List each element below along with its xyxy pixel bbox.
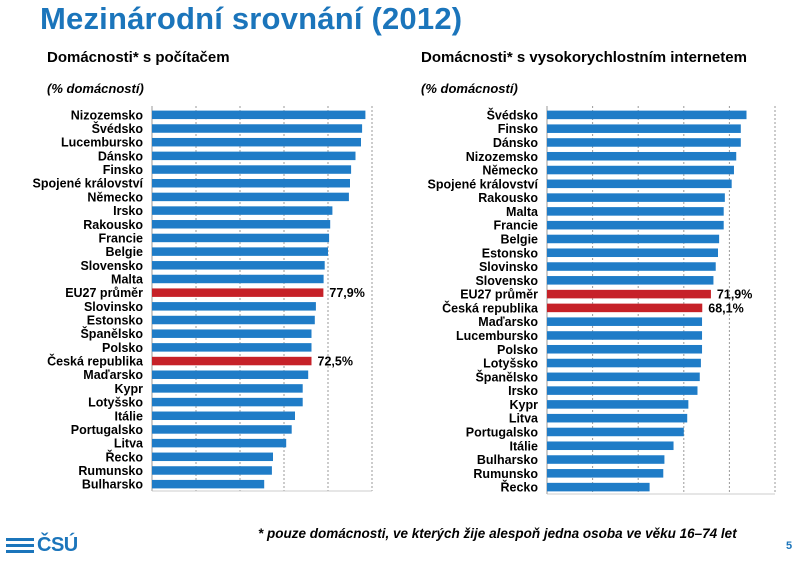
bar-country bbox=[547, 455, 664, 464]
csu-logo bbox=[6, 534, 78, 557]
bar-country bbox=[547, 235, 719, 244]
bar-highlight bbox=[547, 304, 702, 313]
category-label: Rakousko bbox=[83, 217, 143, 232]
chart-unit-computer: (% domácností) bbox=[47, 81, 144, 96]
category-label: Kypr bbox=[509, 397, 538, 412]
data-label: 71,9% bbox=[716, 287, 753, 302]
category-label: Řecko bbox=[105, 450, 143, 465]
bar-country bbox=[547, 166, 734, 175]
page-title: Mezinárodní srovnání (2012) bbox=[40, 1, 463, 36]
category-label: Portugalsko bbox=[70, 422, 143, 437]
bar-highlight bbox=[547, 290, 711, 299]
category-label: Nizozemsko bbox=[465, 149, 538, 164]
bar-country bbox=[547, 193, 725, 202]
category-label: Finsko bbox=[102, 163, 143, 178]
bar-country bbox=[547, 345, 702, 354]
bar-country bbox=[547, 400, 688, 409]
category-label: Dánsko bbox=[492, 135, 538, 150]
category-label: Estonsko bbox=[86, 313, 143, 328]
bar-country bbox=[547, 373, 700, 382]
bar-country bbox=[547, 317, 702, 326]
category-label: Německo bbox=[87, 190, 143, 205]
category-label: Malta bbox=[506, 204, 538, 219]
category-label: Lotyšsko bbox=[88, 395, 143, 410]
bar-country bbox=[547, 111, 747, 120]
bar-country bbox=[547, 386, 697, 395]
category-label: Irsko bbox=[113, 204, 143, 219]
category-label: Německo bbox=[482, 163, 538, 178]
bar-country bbox=[547, 469, 663, 478]
category-label: Itálie bbox=[114, 409, 143, 424]
footnote: * pouze domácnosti, ve kterých žije alespoň jedna osoba ve věku 16–74 let bbox=[258, 526, 737, 541]
category-label: Slovinsko bbox=[83, 299, 143, 314]
category-label: Rakousko bbox=[478, 191, 538, 206]
bar-country bbox=[547, 207, 724, 216]
page-number: 5 bbox=[786, 540, 793, 552]
bar-country bbox=[547, 428, 684, 437]
category-label: Lucembursko bbox=[456, 328, 538, 343]
category-label: Belgie bbox=[105, 245, 143, 260]
category-label: Rumunsko bbox=[473, 466, 538, 481]
category-label: Česká republika bbox=[47, 354, 143, 369]
category-label: Finsko bbox=[497, 122, 538, 137]
bar-country bbox=[547, 152, 736, 161]
logo-text: ČSÚ bbox=[37, 534, 78, 556]
category-label: Malta bbox=[111, 272, 143, 287]
bar-country bbox=[547, 180, 732, 189]
category-label: Irsko bbox=[508, 384, 538, 399]
category-label: Slovensko bbox=[475, 273, 538, 288]
bar-country bbox=[547, 483, 650, 492]
category-label: Rumunsko bbox=[78, 463, 143, 478]
category-label: Španělsko bbox=[80, 327, 143, 342]
category-label: Maďarsko bbox=[478, 315, 538, 330]
category-label: Itálie bbox=[509, 439, 538, 454]
category-label: Belgie bbox=[500, 232, 538, 247]
category-label: Polsko bbox=[497, 342, 538, 357]
category-label: Polsko bbox=[102, 340, 143, 355]
category-label: Estonsko bbox=[481, 246, 538, 261]
chart-title-broadband: Domácnosti* s vysokorychlostním internetem bbox=[421, 49, 747, 66]
bar-country bbox=[547, 248, 718, 257]
bar-country bbox=[547, 124, 741, 133]
bar-country bbox=[547, 262, 716, 271]
category-label: Litva bbox=[508, 411, 538, 426]
bar-country bbox=[547, 441, 674, 450]
category-label: Portugalsko bbox=[465, 425, 538, 440]
category-label: Francie bbox=[493, 218, 538, 233]
logo-lines-icon bbox=[6, 538, 34, 553]
category-label: Spojené království bbox=[427, 177, 538, 192]
bar-country bbox=[547, 138, 741, 147]
bar-country bbox=[547, 359, 701, 368]
category-label: Slovinsko bbox=[478, 260, 538, 275]
chart-unit-broadband: (% domácností) bbox=[421, 81, 518, 96]
category-label: Spojené království bbox=[32, 176, 143, 191]
category-label: Kypr bbox=[114, 381, 143, 396]
chart-title-computer: Domácnosti* s počítačem bbox=[47, 49, 230, 66]
bar-country bbox=[547, 221, 724, 230]
category-label: Švédsko bbox=[91, 122, 143, 137]
category-label: EU27 průměr bbox=[65, 286, 143, 301]
category-label: Slovensko bbox=[80, 258, 143, 273]
category-label: Francie bbox=[98, 231, 143, 246]
category-label: Maďarsko bbox=[83, 368, 143, 383]
category-label: Řecko bbox=[500, 480, 538, 495]
category-label: Nizozemsko bbox=[70, 108, 143, 123]
category-label: Švédsko bbox=[486, 108, 538, 123]
category-label: Lotyšsko bbox=[483, 356, 538, 371]
data-label: 72,5% bbox=[317, 354, 353, 369]
category-label: Bulharsko bbox=[81, 477, 143, 492]
category-label: Lucembursko bbox=[61, 135, 143, 150]
category-label: Litva bbox=[113, 436, 143, 451]
bar-country bbox=[547, 414, 687, 423]
bar-country bbox=[547, 331, 702, 340]
category-label: Bulharsko bbox=[476, 453, 538, 468]
bar-country bbox=[547, 276, 713, 285]
data-label: 77,9% bbox=[329, 286, 365, 301]
category-label: Česká republika bbox=[442, 301, 538, 316]
data-label: 68,1% bbox=[708, 301, 744, 316]
category-label: Španělsko bbox=[475, 370, 538, 385]
category-label: EU27 průměr bbox=[460, 287, 538, 302]
category-label: Dánsko bbox=[97, 149, 143, 164]
